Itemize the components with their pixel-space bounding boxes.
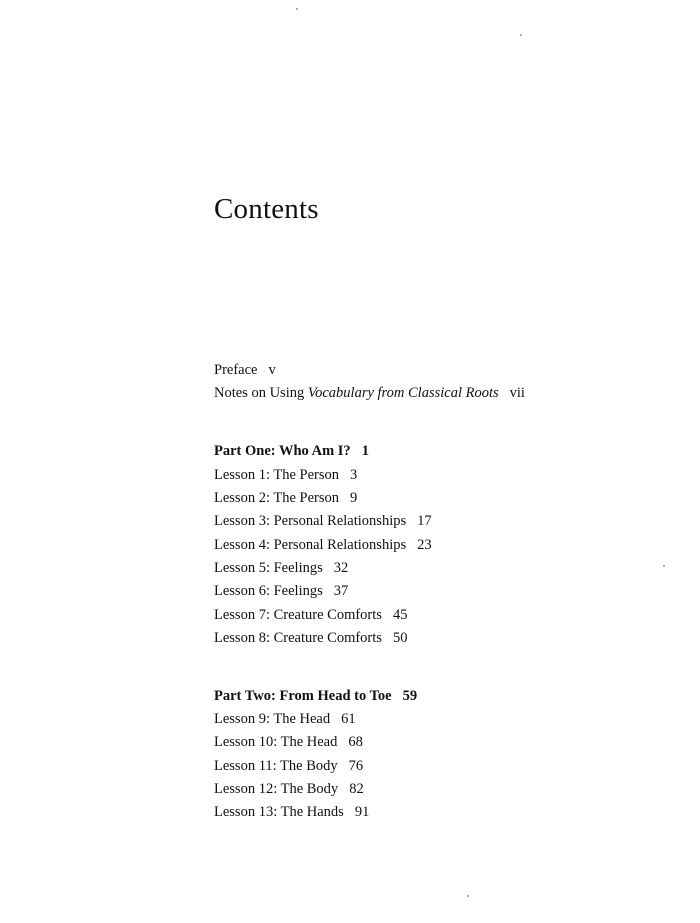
scan-speck — [520, 34, 522, 36]
lesson-label: Lesson 5: Feelings — [214, 560, 323, 576]
lesson-label: Lesson 4: Personal Relationships — [214, 537, 407, 553]
part-heading-page: 1 — [361, 443, 369, 459]
lesson-page: 17 — [417, 513, 432, 529]
part-heading-page: 59 — [402, 688, 418, 704]
part-one-heading — [214, 442, 369, 460]
lesson-label: Lesson 9: The Head — [214, 711, 331, 727]
lesson-page: 82 — [349, 781, 364, 797]
toc-entry-lesson — [214, 780, 364, 798]
toc-entry-lesson — [214, 489, 357, 507]
toc-entry-lesson — [214, 466, 357, 484]
toc-entry-page: v — [268, 362, 276, 378]
toc-entry-lesson — [214, 606, 407, 624]
lesson-page: 23 — [417, 537, 432, 553]
part-heading-label: Part One: Who Am I? — [214, 443, 351, 459]
toc-entry-lesson — [214, 512, 432, 530]
toc-entry-lesson — [214, 582, 348, 600]
toc-entry-lesson — [214, 757, 363, 775]
lesson-label: Lesson 7: Creature Comforts — [214, 607, 382, 623]
lesson-label: Lesson 12: The Body — [214, 781, 339, 797]
lesson-page: 91 — [354, 804, 370, 820]
lesson-label: Lesson 13: The Hands — [214, 804, 344, 820]
page-title: Contents — [214, 193, 319, 225]
lesson-label: Lesson 3: Personal Relationships — [214, 513, 407, 529]
part-heading-label: Part Two: From Head to Toe — [214, 688, 392, 704]
toc-entry-label-prefix: Notes on Using — [214, 385, 308, 401]
toc-entry-lesson — [214, 559, 348, 577]
toc-entry-label: Preface — [214, 362, 258, 378]
lesson-label: Lesson 8: Creature Comforts — [214, 630, 382, 646]
lesson-page: 9 — [350, 490, 358, 506]
lesson-page: 3 — [350, 467, 358, 483]
lesson-label: Lesson 10: The Head — [214, 734, 338, 750]
book-title-italic: Vocabulary from Classical Roots — [307, 385, 499, 401]
lesson-page: 61 — [341, 711, 356, 727]
toc-entry-lesson — [214, 710, 356, 728]
lesson-label: Lesson 6: Feelings — [214, 583, 323, 599]
toc-entry-lesson — [214, 629, 407, 647]
lesson-page: 50 — [392, 630, 408, 646]
scan-speck — [296, 8, 298, 10]
toc-entry-notes — [214, 384, 525, 402]
lesson-page: 45 — [392, 607, 408, 623]
lesson-page: 68 — [348, 734, 363, 750]
part-two-heading — [214, 687, 417, 705]
lesson-page: 76 — [348, 758, 364, 774]
scan-speck — [467, 895, 469, 897]
toc-entry-lesson — [214, 733, 363, 751]
lesson-page: 32 — [333, 560, 349, 576]
toc-entry-lesson — [214, 803, 369, 821]
lesson-page: 37 — [333, 583, 349, 599]
lesson-label: Lesson 11: The Body — [214, 758, 338, 774]
toc-entry-lesson — [214, 536, 432, 554]
scan-speck — [663, 565, 665, 567]
toc-entry-preface — [214, 361, 276, 379]
lesson-label: Lesson 2: The Person — [214, 490, 339, 506]
lesson-label: Lesson 1: The Person — [214, 467, 339, 483]
toc-entry-page: vii — [509, 385, 525, 401]
